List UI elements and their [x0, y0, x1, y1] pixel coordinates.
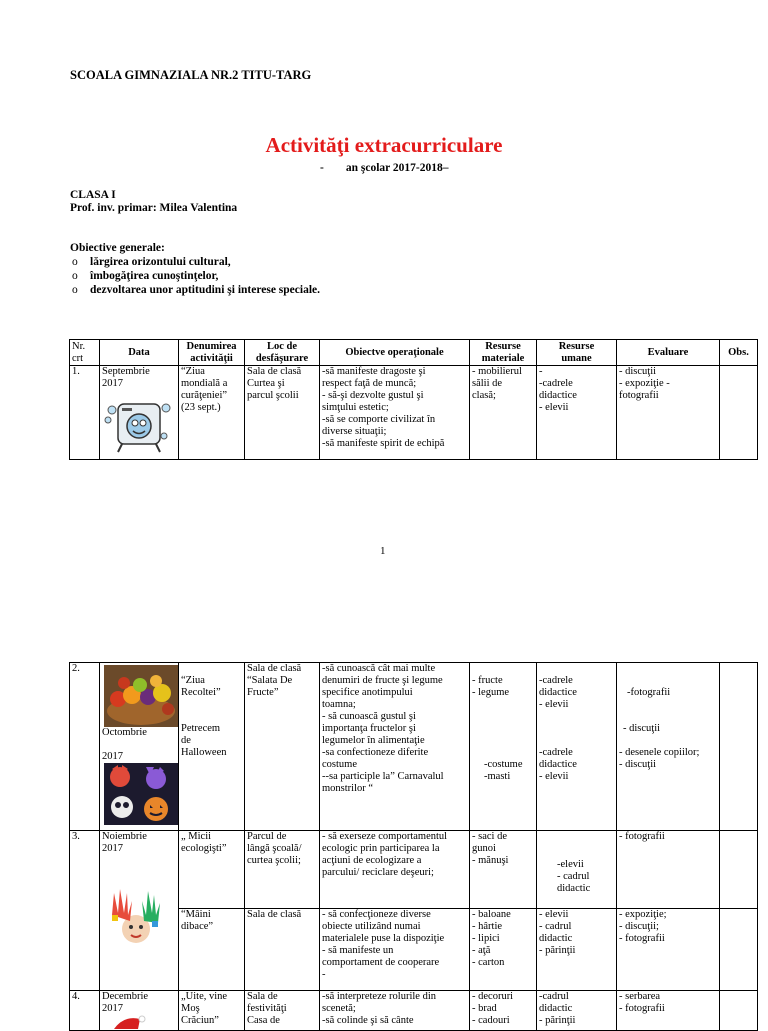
- row3b-resurse-umane: - elevii - cadrul didactic - părinţii: [537, 909, 617, 991]
- row2-resurse-umane: [537, 663, 617, 831]
- row3-resurse-umane: [537, 831, 617, 909]
- row2-data-year: 2017: [102, 751, 123, 762]
- row3-obiective: - să exerseze comportamentul ecologic prin participarea la acţiuni de ecologizare a parcului/ reciclare deşeuri;: [320, 831, 470, 909]
- header-evaluare: Evaluare: [617, 340, 720, 366]
- school-year: [320, 162, 449, 174]
- row2-data: [100, 663, 179, 831]
- header-loc: Loc de desfăşurare: [245, 340, 320, 366]
- header-data: Data: [100, 340, 179, 366]
- row3b-obiective: - să confecţioneze diverse obiecte utilizând numai materialele puse la dispoziţie - să manifeste un comportament de cooperare -: [320, 909, 470, 991]
- row3-resurse-materiale: - saci de gunoi - mănuşi: [470, 831, 537, 909]
- row1-resurse-umane: - -cadrele didactice - elevii: [537, 366, 617, 460]
- row4-nr: 4.: [70, 991, 100, 1031]
- school-name: SCOALA GIMNAZIALA NR.2 TITU-TARG: [70, 68, 312, 82]
- row4-resurse-umane: -cadrul didactic - părinţii: [537, 991, 617, 1031]
- header-obs: Obs.: [720, 340, 758, 366]
- row3-loc: Parcul de lângă şcoală/ curtea şcolii;: [245, 831, 320, 909]
- header-denumire: Denumirea activităţii: [179, 340, 245, 366]
- row2-evaluare: [617, 663, 720, 831]
- table-row: [70, 663, 758, 831]
- row4-loc: Sala de festivităţi Casa de: [245, 991, 320, 1031]
- bullet-icon: o: [72, 284, 78, 296]
- header-nr: Nr. crt: [70, 340, 100, 366]
- row2-denumire-b: Petrecem de Halloween: [181, 723, 227, 758]
- class-label: CLASA I: [70, 189, 116, 201]
- row1-data: [100, 366, 179, 460]
- row3-denumire: „ Micii ecologişti”: [179, 831, 245, 909]
- bullet-icon: o: [72, 270, 78, 282]
- row2-denumire-a: “Ziua Recoltei”: [181, 675, 221, 698]
- harvest-basket-icon: [104, 665, 178, 727]
- row4-evaluare: - serbarea - fotografii: [617, 991, 720, 1031]
- row2-evaluare-c: - desenele copiilor; - discuţii: [619, 747, 700, 770]
- row2-loc: Sala de clasă “Salata De Fructe”: [245, 663, 320, 831]
- row3-evaluare: - fotografii: [617, 831, 720, 909]
- row3b-resurse-materiale: - baloane - hârtie - lipici - aţă - carton: [470, 909, 537, 991]
- row3-data-text: Noiembrie 2017: [102, 831, 147, 854]
- row2-nr: 2.: [70, 663, 100, 831]
- objective-text: îmbogăţirea cunoştinţelor,: [90, 270, 219, 282]
- row2-resurse-umane-b: -cadrele didactice - elevii: [539, 747, 577, 782]
- row3-data: [100, 831, 179, 991]
- row4-resurse-materiale: - decoruri - brad - cadouri: [470, 991, 537, 1031]
- document-title: Activităţi extracurriculare: [265, 133, 503, 157]
- row1-obiective: -să manifeste dragoste şi respect faţă de muncă; - să-şi dezvolte gustul şi simţului estetic; -să se comporte civilizat în diverse situaţii; -să manifeste spirit de echipă: [320, 366, 470, 460]
- objectives-title: Obiective generale:: [70, 242, 165, 254]
- school-year-text: an şcolar 2017-2018–: [345, 162, 449, 174]
- row3-resurse-umane-text: -elevii - cadrul didactic: [557, 859, 591, 894]
- row2-data-month: Octombrie: [102, 727, 147, 738]
- table-row: [70, 831, 758, 909]
- objective-item: [72, 269, 320, 283]
- row4-obiective: -să interpreteze rolurile din scenetă; -să colinde şi să cânte: [320, 991, 470, 1031]
- row2-obiective: -să cunoască cât mai multe denumiri de fructe şi legume specifice anotimpului toamna; - să cunoască gustul şi importanţa fructelor şi legumelor în alimentaţie -sa confectioneze diferite costume --sa participle la” Carnavalul monstrilor “: [320, 663, 470, 831]
- row4-data-text: Decembrie 2017: [102, 991, 149, 1014]
- row2-resurse-materiale: [470, 663, 537, 831]
- row1-denumire: “Ziua mondială a curăţeniei” (23 sept.): [179, 366, 245, 460]
- row2-resurse-materiale-b: -costume -masti: [484, 759, 523, 782]
- row3-obs: [720, 831, 758, 909]
- row3b-evaluare: - expoziţie; - discuţii; - fotografii: [617, 909, 720, 991]
- washing-machine-cartoon-icon: [104, 396, 174, 454]
- subtitle-dash: -: [320, 162, 324, 174]
- row2-evaluare-b: - discuţii: [623, 723, 661, 734]
- header-obiective: Obiectve operaţionale: [320, 340, 470, 366]
- halloween-monsters-icon: [104, 763, 178, 825]
- objectives-list: [72, 255, 320, 297]
- row1-evaluare: - discuţii - expoziţie - fotografii: [617, 366, 720, 460]
- row4-data: [100, 991, 179, 1031]
- painted-hands-icon: [108, 885, 164, 949]
- santa-hat-icon: [110, 1015, 150, 1029]
- table-row: [70, 366, 758, 460]
- activities-table-page1: [69, 339, 758, 460]
- row2-resurse-materiale-a: - fructe - legume: [472, 675, 510, 698]
- row1-obs: [720, 366, 758, 460]
- objective-text: lărgirea orizontului cultural,: [90, 256, 231, 268]
- objective-item: [72, 283, 320, 297]
- page-number: 1: [380, 545, 386, 557]
- row4-obs: [720, 991, 758, 1031]
- teacher-name: Prof. inv. primar: Milea Valentina: [70, 202, 238, 214]
- row3-nr: 3.: [70, 831, 100, 991]
- row1-nr: 1.: [70, 366, 100, 460]
- row4-denumire: „Uite, vine Moş Crăciun”: [179, 991, 245, 1031]
- row3b-loc: Sala de clasă: [245, 909, 320, 991]
- row3b-obs: [720, 909, 758, 991]
- table-row: [70, 991, 758, 1031]
- row2-denumire: [179, 663, 245, 831]
- activities-table-page2: [69, 662, 758, 1031]
- row2-obs: [720, 663, 758, 831]
- row3b-denumire: “Mâini dibace”: [179, 909, 245, 991]
- row2-evaluare-a: -fotografii: [627, 687, 671, 698]
- objective-item: [72, 255, 320, 269]
- row2-resurse-umane-a: -cadrele didactice - elevii: [539, 675, 577, 710]
- header-resurse-materiale: Resurse materiale: [470, 340, 537, 366]
- objective-text: dezvoltarea unor aptitudini şi interese speciale.: [90, 284, 320, 296]
- header-resurse-umane: Resurse umane: [537, 340, 617, 366]
- row1-data-text: Septembrie 2017: [102, 366, 150, 389]
- table-header-row: [70, 340, 758, 366]
- row1-resurse-materiale: - mobilierul sălii de clasă;: [470, 366, 537, 460]
- row1-loc: Sala de clasă Curtea şi parcul şcolii: [245, 366, 320, 460]
- bullet-icon: o: [72, 256, 78, 268]
